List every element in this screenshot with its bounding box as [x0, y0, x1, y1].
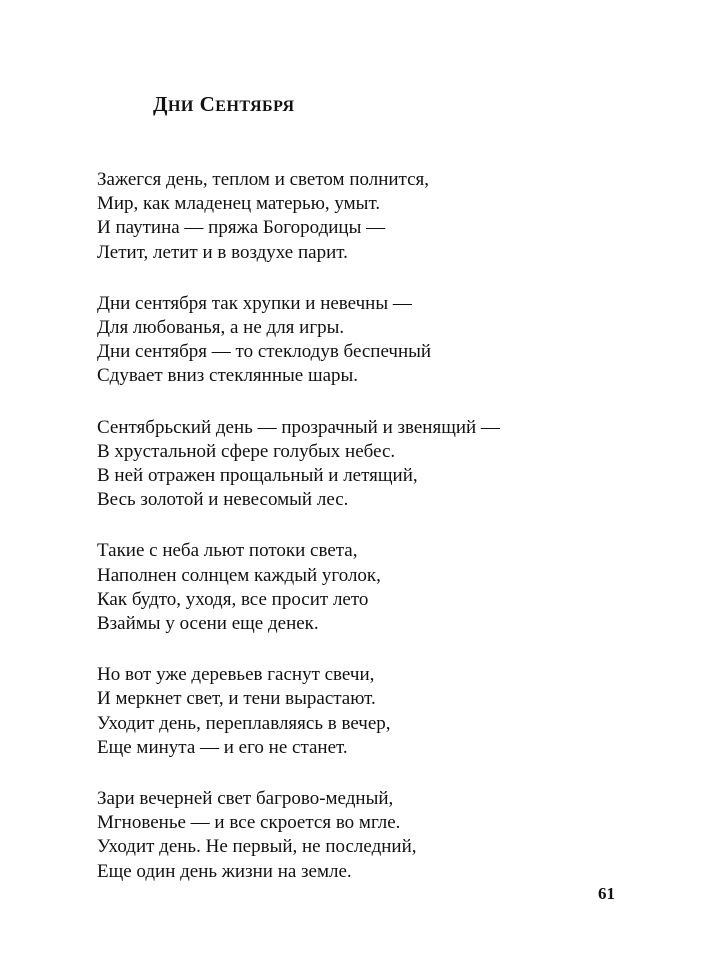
poem-line: Уходит день, переплавляясь в вечер, — [97, 712, 391, 734]
poem-line: Мгновенье — и все скроется во мгле. — [97, 812, 401, 834]
poem-line: Зари вечерней свет багрово-медный, — [97, 788, 394, 810]
title-letter-2: С — [199, 92, 216, 116]
poem-line: Весь золотой и невесомый лес. — [97, 489, 349, 511]
poem-line: Еще один день жизни на земле. — [97, 860, 352, 882]
title-letter-1: Д — [153, 92, 168, 116]
poem-line: Для любованья, а не для игры. — [97, 317, 345, 339]
page-number: 61 — [598, 884, 615, 903]
stanza-2 — [97, 292, 657, 389]
poem-line: Дни сентября — то стеклодув беспечный — [97, 341, 432, 363]
poem-line: Мир, как младенец матерью, умыт. — [97, 193, 381, 215]
poem-line: Дни сентября так хрупки и невечны — — [97, 292, 412, 314]
poem-line: Уходит день. Не первый, не последний, — [97, 836, 417, 858]
title-rest-1: НИ — [167, 98, 194, 115]
stanza-4 — [97, 539, 657, 636]
poem-title — [153, 92, 295, 117]
poem-body — [97, 168, 657, 911]
poem-line: Взаймы у осени еще денек. — [97, 613, 319, 635]
stanza-6 — [97, 787, 657, 884]
poem-line: Наполнен солнцем каждый уголок, — [97, 564, 381, 586]
title-rest-2: ЕНТЯБРЯ — [215, 98, 295, 115]
poem-line: В ней отражен прощальный и летящий, — [97, 465, 418, 487]
poem-line: Еще минута — и его не станет. — [97, 736, 348, 758]
poem-line: Зажегся день, теплом и светом полнится, — [97, 169, 430, 190]
poem-line: И меркнет свет, и тени вырастают. — [97, 688, 376, 710]
poem-line: Сентябрьский день — прозрачный и звенящий — — [97, 416, 500, 438]
stanza-5 — [97, 663, 657, 760]
poem-line: В хрустальной сфере голубых небес. — [97, 440, 396, 462]
poem-line: Такие с неба льют потоки света, — [97, 540, 358, 562]
poem-line: Сдувает вниз стеклянные шары. — [97, 365, 359, 387]
poem-line: И паутина — пряжа Богородицы — — [97, 217, 386, 239]
stanza-3 — [97, 416, 657, 513]
stanza-1 — [97, 168, 657, 265]
poem-line: Но вот уже деревьев гаснут свечи, — [97, 664, 375, 686]
poem-line: Летит, летит и в воздухе парит. — [97, 241, 348, 263]
poem-line: Как будто, уходя, все просит лето — [97, 588, 369, 610]
